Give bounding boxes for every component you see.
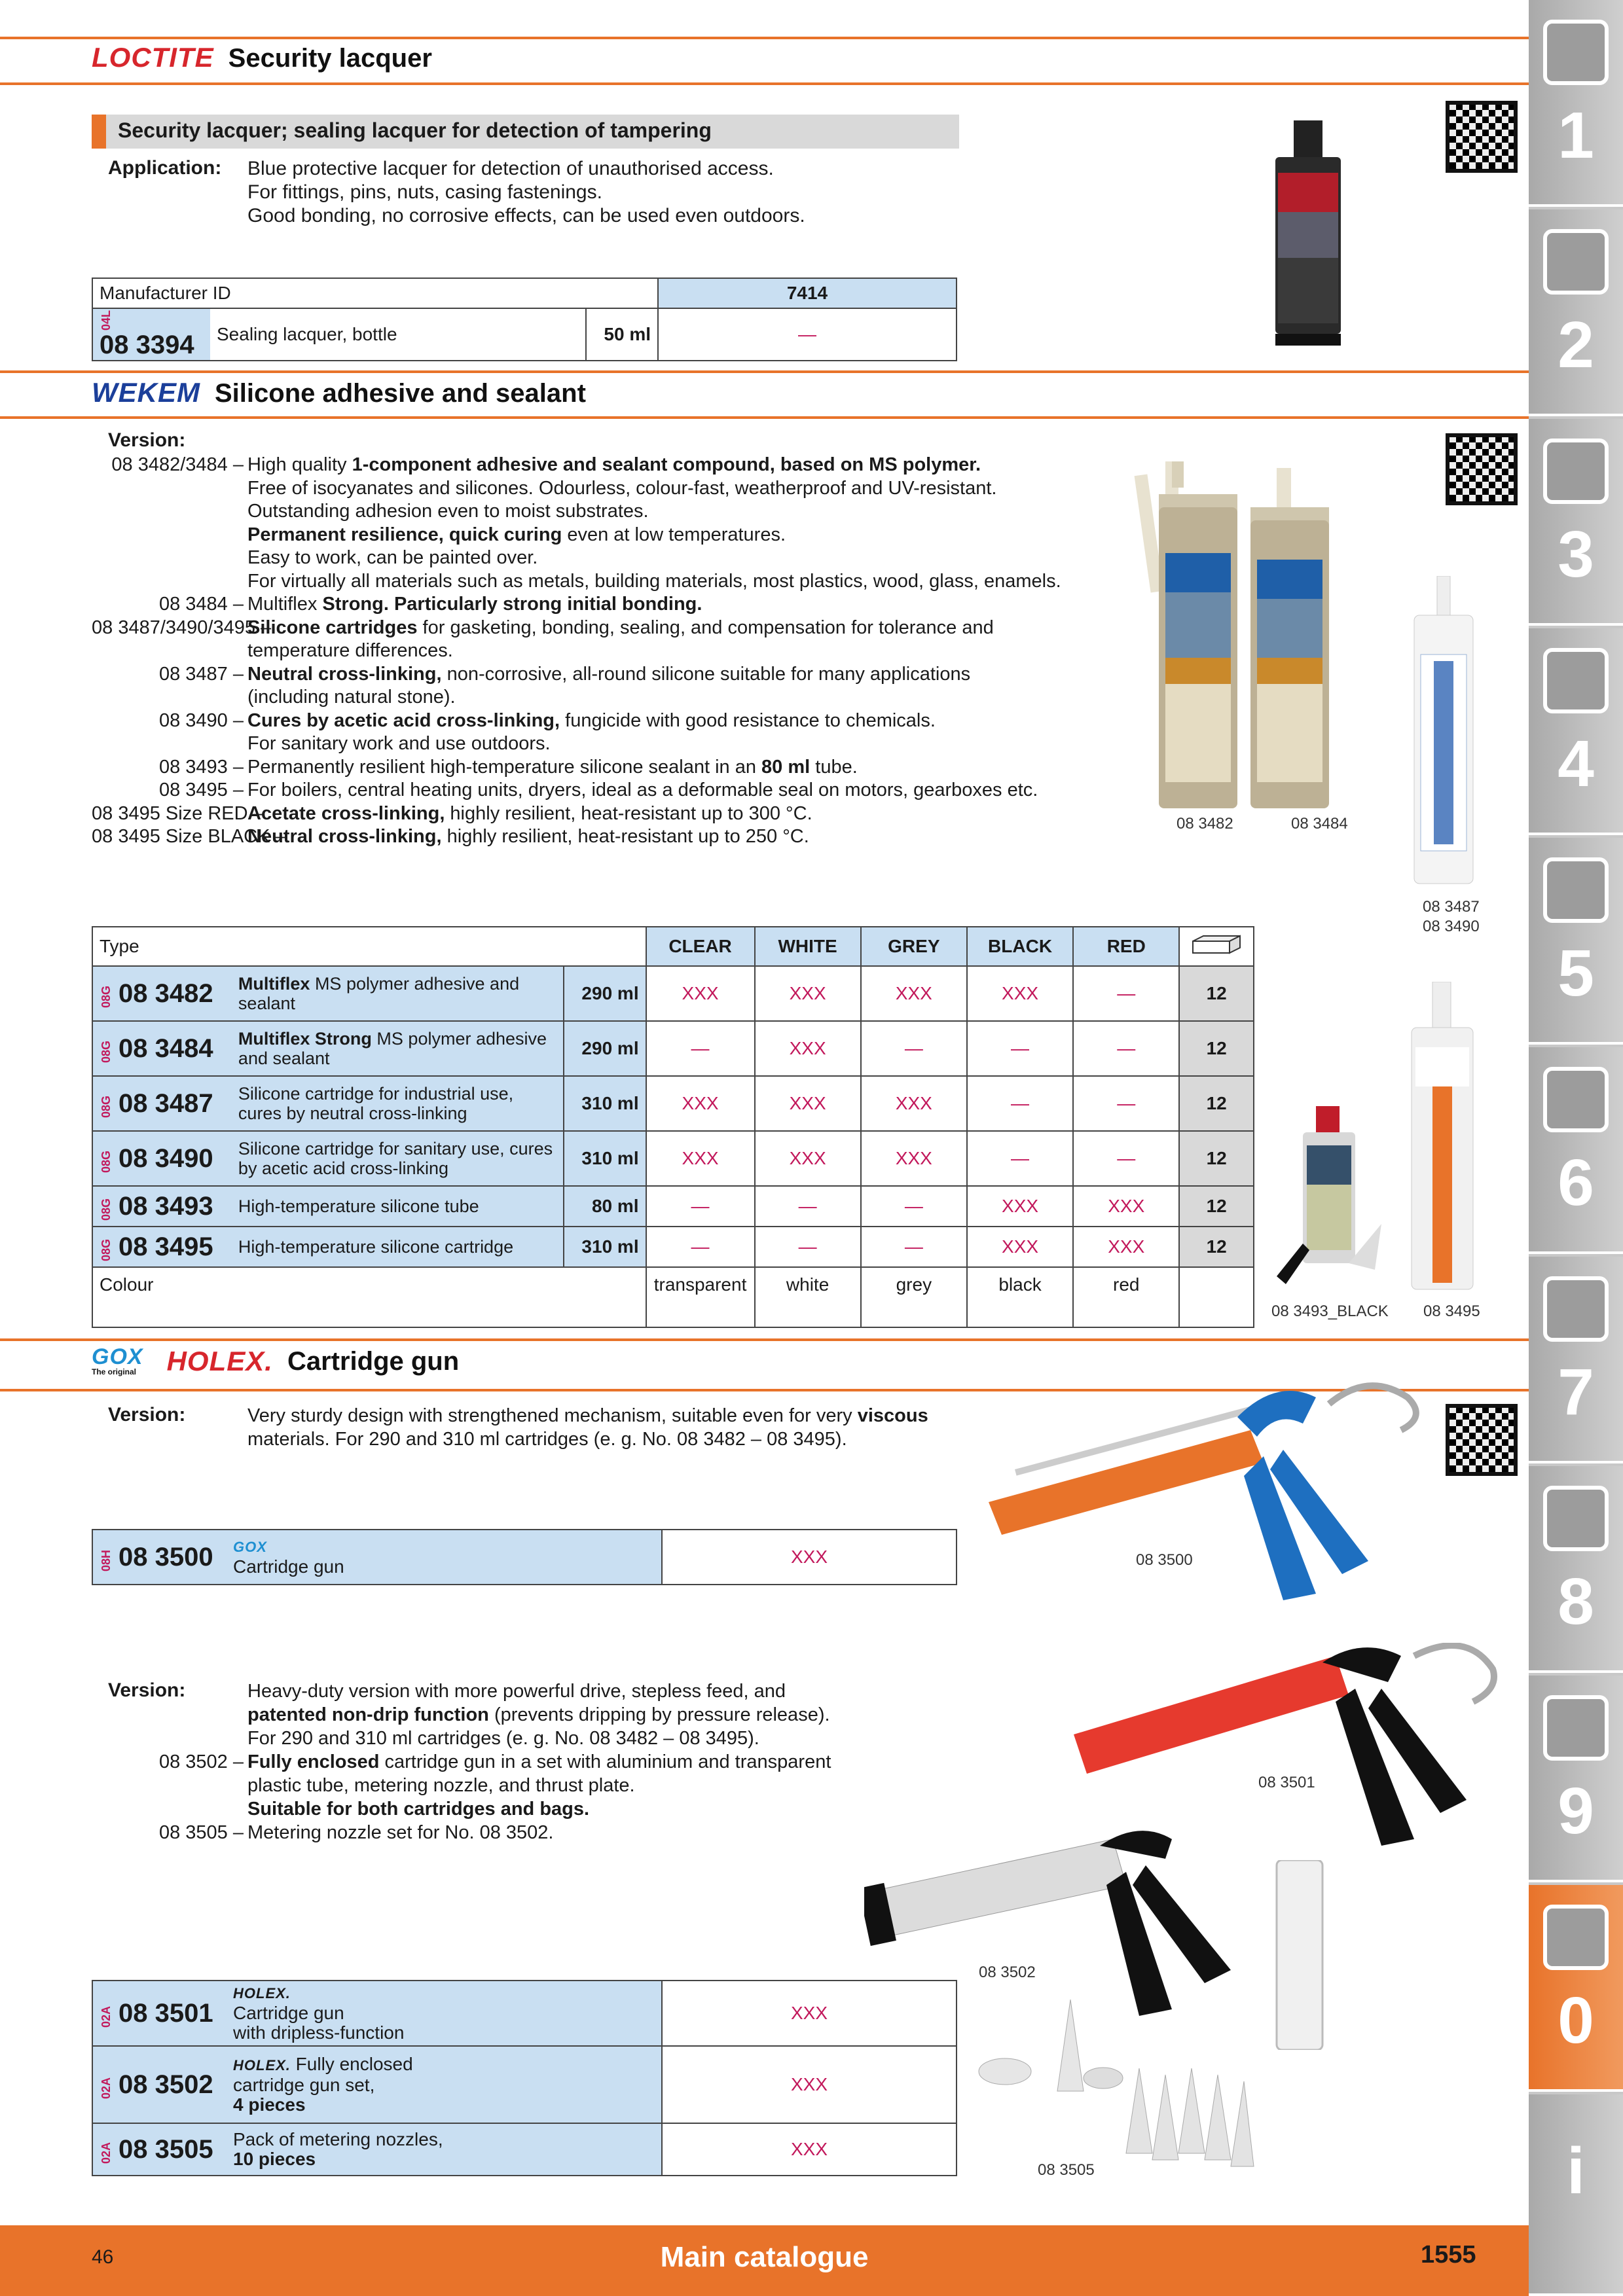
value-cell: — xyxy=(1073,1021,1179,1076)
image-caption: 08 3493_BLACK xyxy=(1271,1302,1389,1320)
pack-qty-cell: 12 xyxy=(1179,1131,1254,1186)
cartridge-gun-table-2 xyxy=(92,1980,957,2176)
image-caption: 08 3505 xyxy=(1038,2161,1095,2179)
value-cell: XXX xyxy=(755,966,861,1021)
value-cell: — xyxy=(1073,966,1179,1021)
version-text: Multiflex Strong. Particularly strong initial bonding. xyxy=(247,594,702,615)
image-caption: 08 3487 xyxy=(1423,898,1480,916)
order-code: 08G xyxy=(100,1239,113,1262)
section-rule xyxy=(0,82,1529,85)
version-label: Version: xyxy=(108,1679,186,1701)
article-ref: 08 3495 Size RED – xyxy=(92,802,264,824)
table-row[interactable] xyxy=(92,1131,1254,1186)
chapter-tab-1[interactable] xyxy=(1529,0,1623,207)
version-text: Acetate cross-linking, highly resilient, heat-resistant up to 300 °C. xyxy=(247,802,812,824)
article-number: 08 3394 xyxy=(100,331,194,360)
pack-qty-icon xyxy=(1179,927,1254,966)
article-ref: 08 3490 – xyxy=(158,709,244,731)
article-number: 08 3500 xyxy=(119,1542,213,1571)
application-text xyxy=(247,157,805,228)
version-text: temperature differences. xyxy=(247,640,453,661)
article-number: 08 3490 xyxy=(119,1143,213,1173)
value-cell: XXX xyxy=(646,1131,755,1186)
article-cell xyxy=(92,1076,232,1131)
top-rule xyxy=(0,37,1529,39)
chapter-icon xyxy=(1543,1905,1609,1970)
article-number: 08 3505 xyxy=(119,2134,213,2164)
chapter-number: 6 xyxy=(1558,1146,1594,1219)
value-cell: — xyxy=(967,1021,1073,1076)
value-cell: XXX xyxy=(1073,1186,1179,1227)
value-cell: XXX xyxy=(861,1131,967,1186)
chapter-number: 1 xyxy=(1558,99,1594,172)
size-cell: 310 ml xyxy=(564,1076,646,1131)
order-code: 08H xyxy=(100,1549,113,1571)
lacquer-table xyxy=(92,278,957,361)
chapter-number: 0 xyxy=(1558,1984,1594,2057)
description-cell xyxy=(227,1530,662,1585)
description-cell: HOLEX. Cartridge gun with dripless-function xyxy=(227,1981,662,2046)
section-title-text: Cartridge gun xyxy=(287,1346,460,1376)
size-cell: 290 ml xyxy=(564,1021,646,1076)
chapter-sidebar xyxy=(1529,0,1623,2296)
value-cell: — xyxy=(646,1227,755,1267)
cartridge-gun-image-blue xyxy=(976,1378,1421,1653)
section-rule xyxy=(0,370,1529,373)
manufacturer-id-label: Manufacturer ID xyxy=(92,278,658,308)
size-cell: 310 ml xyxy=(564,1131,646,1186)
description-cell: Sealing lacquer, bottle xyxy=(210,308,586,361)
value-cell: — xyxy=(755,1186,861,1227)
red-black-cartridge-image xyxy=(1406,982,1478,1296)
application-line: Blue protective lacquer for detection of unauthorised access. xyxy=(247,158,774,179)
image-caption: 08 3502 xyxy=(979,1964,1036,1981)
table-row[interactable] xyxy=(92,1186,1254,1227)
order-code: 02A xyxy=(100,2005,113,2028)
article-ref: 08 3487 – xyxy=(158,663,244,685)
colour-value: transparent xyxy=(646,1267,755,1327)
value-cell: XXX xyxy=(1073,1227,1179,1267)
article-cell xyxy=(92,2123,227,2176)
chapter-tab-3[interactable] xyxy=(1529,419,1623,626)
version-text: Free of isocyanates and silicones. Odourless, colour-fast, weatherproof and UV-resistant. xyxy=(247,477,997,499)
image-caption: 08 3484 xyxy=(1291,815,1348,833)
version-label: Version: xyxy=(108,429,186,451)
gox-logo-text: GOX xyxy=(92,1344,143,1370)
chapter-icon xyxy=(1543,1486,1609,1551)
article-number: 08 3484 xyxy=(119,1033,213,1063)
col-header: GREY xyxy=(861,927,967,966)
gox-logo xyxy=(92,1346,143,1376)
table-row[interactable] xyxy=(92,1981,957,2046)
version-text: Heavy-duty version with more powerful drive, stepless feed, and xyxy=(247,1681,786,1702)
colour-row xyxy=(92,1267,1254,1327)
article-number: 08 3487 xyxy=(119,1088,213,1118)
chapter-icon xyxy=(1543,857,1609,923)
section-rule xyxy=(0,416,1529,419)
section-title-security-lacquer xyxy=(92,42,432,73)
size-cell: 80 ml xyxy=(564,1186,646,1227)
version-text: Silicone cartridges for gasketing, bonding, sealing, and compensation for tolerance and xyxy=(247,617,994,638)
chapter-number: 3 xyxy=(1558,518,1594,591)
pack-qty-cell: 12 xyxy=(1179,1021,1254,1076)
section-title-cartridge-gun xyxy=(92,1346,459,1377)
article-cell xyxy=(92,1131,232,1186)
value-cell: — xyxy=(1073,1131,1179,1186)
article-cell xyxy=(92,1530,227,1585)
chapter-tab-0[interactable] xyxy=(1529,1885,1623,2092)
value-cell: XXX xyxy=(646,1076,755,1131)
chapter-icon xyxy=(1543,20,1609,85)
table-row[interactable] xyxy=(92,1076,1254,1131)
section-title-text: Security lacquer xyxy=(228,44,432,73)
article-ref: 08 3495 Size BLACK – xyxy=(92,826,286,847)
value-cell: — xyxy=(861,1021,967,1076)
order-code: 08G xyxy=(100,1198,113,1221)
description-cell: Silicone cartridge for industrial use, cures by neutral cross-linking xyxy=(232,1076,564,1131)
chapter-icon xyxy=(1543,1067,1609,1132)
image-caption: 08 3501 xyxy=(1258,1774,1315,1791)
order-code: 08G xyxy=(100,986,113,1009)
version-text: Metering nozzle set for No. 08 3502. xyxy=(247,1822,554,1843)
value-cell: XXX xyxy=(755,1021,861,1076)
chapter-number: 7 xyxy=(1558,1355,1594,1429)
image-caption: 08 3495 xyxy=(1423,1302,1480,1320)
chapter-tab-8[interactable] xyxy=(1529,1466,1623,1673)
article-number: 08 3495 xyxy=(119,1232,213,1261)
description-text: Cartridge gun xyxy=(233,1556,344,1577)
qr-code[interactable] xyxy=(1446,101,1518,173)
value-cell: — xyxy=(658,308,957,361)
chapter-number: 8 xyxy=(1558,1565,1594,1638)
value-cell: — xyxy=(1073,1076,1179,1131)
value-cell: XXX xyxy=(646,966,755,1021)
footer-page-left: 46 xyxy=(92,2246,114,2268)
article-number: 08 3493 xyxy=(119,1191,213,1221)
chapter-tab-2[interactable] xyxy=(1529,209,1623,416)
article-cell xyxy=(92,1186,232,1227)
version-text: For sanitary work and use outdoors. xyxy=(247,733,551,754)
pack-qty-cell: 12 xyxy=(1179,1076,1254,1131)
chapter-number: 4 xyxy=(1558,727,1594,800)
table-row[interactable] xyxy=(92,2123,957,2176)
col-header: RED xyxy=(1073,927,1179,966)
empty-cell xyxy=(1179,1267,1254,1327)
colour-value: red xyxy=(1073,1267,1179,1327)
col-header: BLACK xyxy=(967,927,1073,966)
chapter-tab-i[interactable] xyxy=(1529,2094,1623,2296)
chapter-tab-4[interactable] xyxy=(1529,628,1623,835)
order-code: 08G xyxy=(100,1151,113,1174)
manufacturer-id-value: 7414 xyxy=(658,278,957,308)
nozzle-pack-image xyxy=(1113,2068,1257,2173)
size-cell: 50 ml xyxy=(586,308,658,361)
article-ref: 08 3487/3490/3495 – xyxy=(92,617,272,638)
description-cell: Silicone cartridge for sanitary use, cures by acetic acid cross-linking xyxy=(232,1131,564,1186)
chapter-icon xyxy=(1543,1695,1609,1761)
version-text: For boilers, central heating units, dryers, ideal as a deformable seal on motors, gearboxes etc. xyxy=(247,780,1038,800)
description-cell: Multiflex MS polymer adhesive and sealant xyxy=(232,966,564,1021)
value-cell: XXX xyxy=(755,1076,861,1131)
value-cell: XXX xyxy=(662,1981,957,2046)
order-code: 02A xyxy=(100,2142,113,2164)
white-cartridge-image xyxy=(1408,576,1480,890)
value-cell: — xyxy=(861,1227,967,1267)
chapter-icon xyxy=(1543,1276,1609,1342)
order-code: 04L xyxy=(100,310,113,331)
version-text: For virtually all materials such as metals, building materials, most plastics, wood, glass, enamels. xyxy=(247,570,1061,592)
loctite-tube-image xyxy=(1269,120,1347,346)
description-cell: Multiflex Strong MS polymer adhesive and sealant xyxy=(232,1021,564,1076)
footer-page-right: 1555 xyxy=(1421,2241,1476,2269)
application-label: Application: xyxy=(108,157,222,179)
version-line: materials. For 290 and 310 ml cartridges (e. g. No. 08 3482 – 08 3495). xyxy=(247,1429,847,1450)
version-text: For 290 and 310 ml cartridges (e. g. No. 08 3482 – 08 3495). xyxy=(247,1728,759,1749)
table-row[interactable] xyxy=(92,1021,1254,1076)
table-row[interactable] xyxy=(92,966,1254,1021)
article-cell xyxy=(92,2046,227,2123)
article-ref: 08 3495 – xyxy=(158,780,244,800)
value-cell: — xyxy=(967,1131,1073,1186)
col-header: CLEAR xyxy=(646,927,755,966)
holex-logo: HOLEX. xyxy=(166,1346,273,1377)
article-cell xyxy=(92,966,232,1021)
version-text: High quality 1-component adhesive and sealant compound, based on MS polymer. xyxy=(247,454,981,475)
value-cell: XXX xyxy=(967,1227,1073,1267)
pack-qty-cell: 12 xyxy=(1179,966,1254,1021)
table-row[interactable] xyxy=(92,2046,957,2123)
chapter-number: i xyxy=(1567,2134,1585,2208)
holex-logo-small: HOLEX. xyxy=(233,1985,291,2001)
silicone-table xyxy=(92,926,1254,1328)
version-text: Permanently resilient high-temperature silicone sealant in an 80 ml tube. xyxy=(247,756,858,778)
col-header: WHITE xyxy=(755,927,861,966)
table-row[interactable] xyxy=(92,1530,957,1585)
chapter-number: 9 xyxy=(1558,1774,1594,1848)
section-title-text: Silicone adhesive and sealant xyxy=(215,379,586,408)
version-text: (including natural stone). xyxy=(247,687,456,708)
chapter-icon xyxy=(1543,229,1609,295)
article-number: 08 3501 xyxy=(119,1998,213,2028)
size-cell: 290 ml xyxy=(564,966,646,1021)
chapter-tab-6[interactable] xyxy=(1529,1047,1623,1254)
qr-code[interactable] xyxy=(1446,1404,1518,1476)
article-cell xyxy=(92,1021,232,1076)
colour-value: white xyxy=(755,1267,861,1327)
value-cell: — xyxy=(646,1186,755,1227)
cartridge-gun-table xyxy=(92,1529,957,1585)
article-ref: 08 3502 – xyxy=(158,1751,244,1772)
chapter-number: 2 xyxy=(1558,308,1594,382)
chapter-number: 5 xyxy=(1558,937,1594,1010)
holex-logo-small: HOLEX. xyxy=(233,2057,291,2073)
value-cell: — xyxy=(861,1186,967,1227)
description-cell: Pack of metering nozzles, 10 pieces xyxy=(227,2123,662,2176)
version-description xyxy=(247,1404,928,1451)
section-title-silicone xyxy=(92,377,586,408)
type-label: Type xyxy=(92,927,646,966)
application-line: For fittings, pins, nuts, casing fastenings. xyxy=(247,181,602,203)
value-cell: XXX xyxy=(861,1076,967,1131)
article-ref: 08 3484 – xyxy=(158,594,244,615)
qr-code[interactable] xyxy=(1446,433,1518,505)
chapter-tab-7[interactable] xyxy=(1529,1257,1623,1463)
version-text: Neutral cross-linking, non-corrosive, all-round silicone suitable for many applications xyxy=(247,663,971,685)
article-number: 08 3482 xyxy=(119,978,213,1008)
pack-qty-cell: 12 xyxy=(1179,1186,1254,1227)
version-text: Permanent resilience, quick curing even at low temperatures. xyxy=(247,524,786,545)
table-row[interactable] xyxy=(92,1227,1254,1267)
colour-value: black xyxy=(967,1267,1073,1327)
value-cell: — xyxy=(755,1227,861,1267)
footer-bar xyxy=(0,2225,1529,2296)
image-caption: 08 3500 xyxy=(1136,1551,1193,1569)
version-text: Fully enclosed cartridge gun in a set with aluminium and transparent xyxy=(247,1751,831,1772)
order-code: 08G xyxy=(100,1096,113,1119)
version-text: Suitable for both cartridges and bags. xyxy=(247,1799,590,1820)
size-cell: 310 ml xyxy=(564,1227,646,1267)
article-number: 08 3502 xyxy=(119,2070,213,2099)
description-cell: High-temperature silicone cartridge xyxy=(232,1227,564,1267)
description-cell: High-temperature silicone tube xyxy=(232,1186,564,1227)
image-caption: 08 3482 xyxy=(1176,815,1233,833)
footer-title: Main catalogue xyxy=(660,2241,869,2273)
version-text: Outstanding adhesion even to moist substrates. xyxy=(247,501,649,522)
order-code: 02A xyxy=(100,2077,113,2099)
value-cell: XXX xyxy=(662,2046,957,2123)
tube-set-image xyxy=(1277,1106,1388,1296)
value-cell: XXX xyxy=(662,1530,957,1585)
value-cell: XXX xyxy=(967,966,1073,1021)
version-text: patented non-drip function (prevents dripping by pressure release). xyxy=(247,1704,830,1725)
version-text: Easy to work, can be painted over. xyxy=(247,547,538,568)
chapter-tab-5[interactable] xyxy=(1529,838,1623,1045)
plastic-tube-image xyxy=(1270,1860,1329,2050)
application-line: Good bonding, no corrosive effects, can be used even outdoors. xyxy=(247,205,805,226)
loctite-logo: LOCTITE xyxy=(92,42,214,73)
value-cell: XXX xyxy=(662,2123,957,2176)
value-cell: XXX xyxy=(755,1131,861,1186)
table-header-row xyxy=(92,927,1254,966)
article-cell xyxy=(92,1981,227,2046)
chapter-icon xyxy=(1543,439,1609,504)
order-code: 08G xyxy=(100,1041,113,1064)
value-cell: XXX xyxy=(861,966,967,1021)
wekem-logo: WEKEM xyxy=(92,377,200,408)
gox-logo-small: GOX xyxy=(233,1539,267,1555)
version-label: Version: xyxy=(108,1404,186,1426)
subheading-bar: Security lacquer; sealing lacquer for detection of tampering xyxy=(92,115,959,149)
colour-label: Colour xyxy=(92,1267,646,1327)
pack-qty-cell: 12 xyxy=(1179,1227,1254,1267)
chapter-icon xyxy=(1543,648,1609,713)
version-line: Very sturdy design with strengthened mechanism, suitable even for very viscous xyxy=(247,1405,928,1426)
version-text: plastic tube, metering nozzle, and thrust plate. xyxy=(247,1775,635,1796)
nozzle-parts-image xyxy=(972,2000,1129,2098)
cartridge-images xyxy=(1126,461,1401,815)
section-rule xyxy=(0,1338,1529,1341)
article-cell xyxy=(92,1227,232,1267)
table-row[interactable] xyxy=(92,308,957,361)
value-cell: XXX xyxy=(967,1186,1073,1227)
article-cell xyxy=(92,308,210,361)
description-cell: HOLEX. Fully enclosed cartridge gun set, 4 pieces xyxy=(227,2046,662,2123)
value-cell: — xyxy=(967,1076,1073,1131)
version-text: Neutral cross-linking, highly resilient, heat-resistant up to 250 °C. xyxy=(247,826,809,847)
chapter-tab-9[interactable] xyxy=(1529,1676,1623,1882)
gox-logo-sub: The original xyxy=(92,1367,137,1377)
version-text: Cures by acetic acid cross-linking, fungicide with good resistance to chemicals. xyxy=(247,709,936,731)
article-ref: 08 3482/3484 – xyxy=(111,454,244,475)
value-cell: — xyxy=(646,1021,755,1076)
colour-value: grey xyxy=(861,1267,967,1327)
image-caption: 08 3490 xyxy=(1423,918,1480,935)
article-ref: 08 3493 – xyxy=(158,756,244,778)
article-ref: 08 3505 – xyxy=(158,1822,244,1843)
